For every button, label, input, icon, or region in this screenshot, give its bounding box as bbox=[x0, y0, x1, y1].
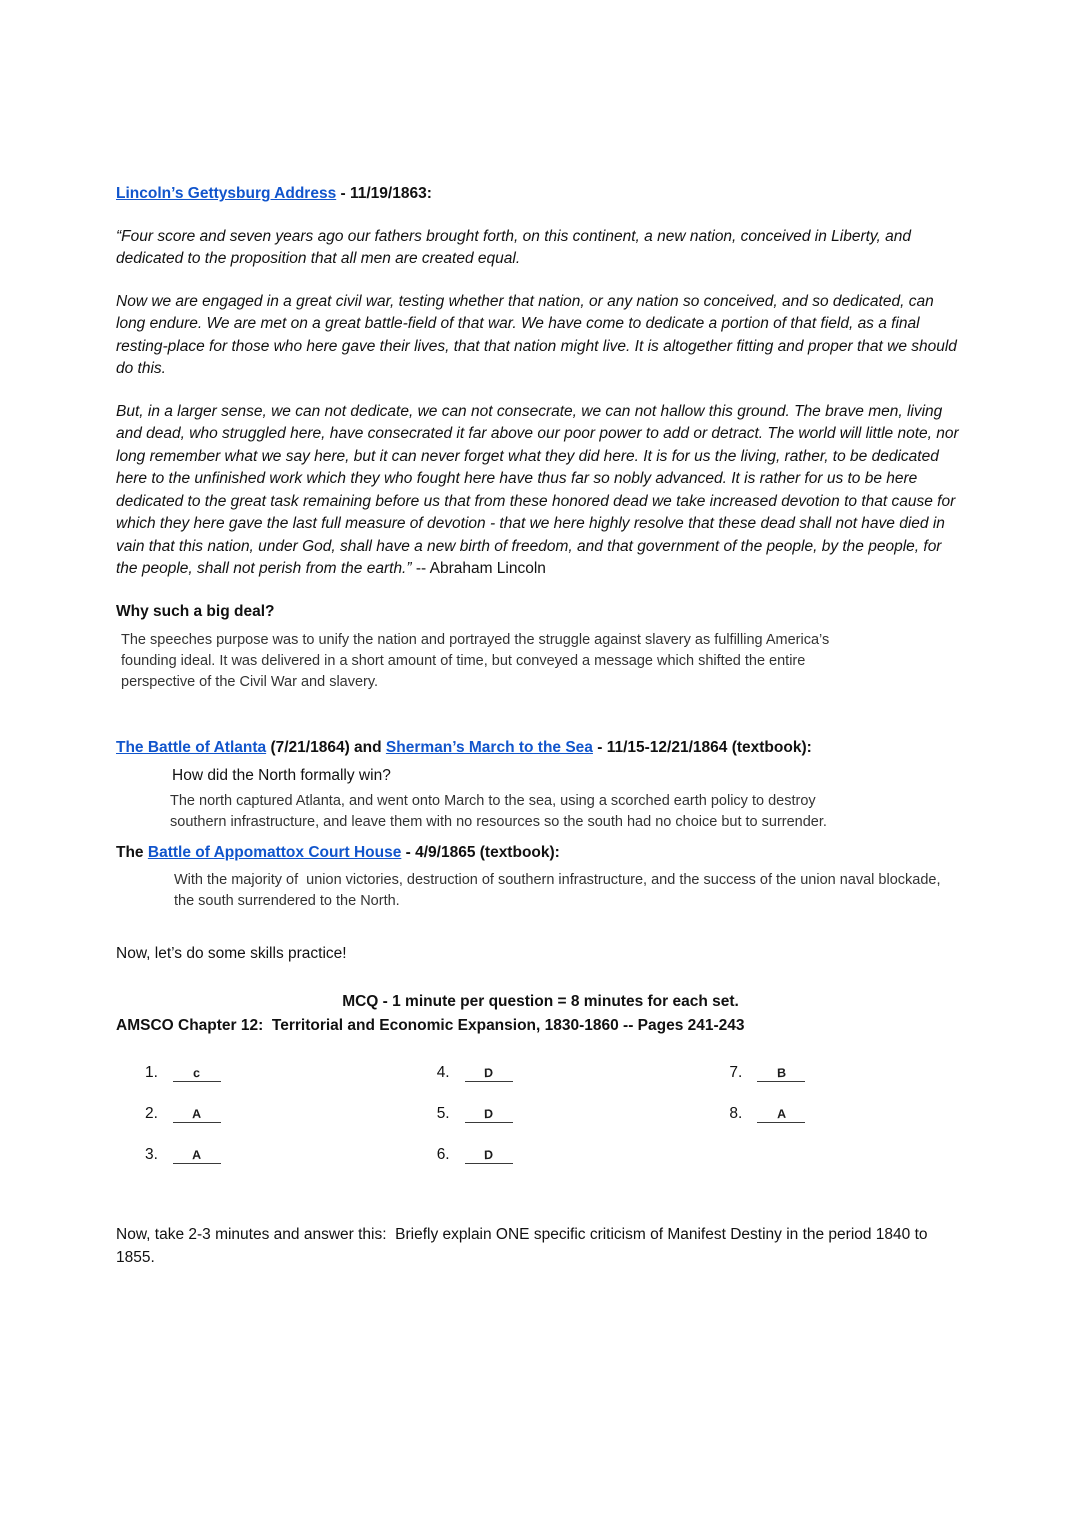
mcq-answer-6-blank[interactable] bbox=[465, 1146, 513, 1164]
gettysburg-paragraph-2: Now we are engaged in a great civil war, testing whether that nation, or any nation so conceived, and so dedicated, can long endure. We are met on a great battle-field of that war. We have come to dedicate a portion of that field, as a final resting-place for those who here gave their lives, that that nation might live. It is altogether fitting and proper that we should do this. bbox=[116, 292, 957, 377]
mcq-answer-1-letter: c bbox=[193, 1065, 201, 1081]
mcq-answer-4 bbox=[437, 1064, 730, 1082]
mcq-answer-3-letter: A bbox=[192, 1147, 202, 1163]
mcq-answer-7-number: 7. bbox=[729, 1064, 743, 1081]
appomattox-court-house-link[interactable]: Battle of Appomattox Court House bbox=[147, 844, 402, 861]
mcq-answer-2-number: 2. bbox=[145, 1105, 158, 1122]
mcq-answer-8-blank[interactable] bbox=[757, 1105, 805, 1123]
document-content bbox=[116, 183, 965, 1269]
big-deal-heading: Why such a big deal? bbox=[116, 602, 275, 620]
mcq-answer-5-blank[interactable] bbox=[465, 1105, 513, 1123]
mcq-answer-6 bbox=[437, 1146, 730, 1164]
mcq-answer-5-number: 5. bbox=[436, 1105, 450, 1122]
mcq-answer-3 bbox=[145, 1146, 437, 1164]
atlanta-question: How did the North formally win? bbox=[172, 766, 391, 784]
mcq-answer-7-letter: B bbox=[776, 1065, 787, 1081]
mcq-answer-8 bbox=[729, 1105, 965, 1123]
mcq-answer-4-number: 4. bbox=[436, 1064, 450, 1081]
mcq-answer-8-letter: A bbox=[776, 1106, 787, 1122]
lincoln-attribution: -- Abraham Lincoln bbox=[411, 560, 546, 577]
appomattox-heading-prefix: The bbox=[116, 844, 148, 861]
mcq-answer-8-number: 8. bbox=[729, 1105, 743, 1122]
appomattox-answer: With the majority of union victories, destruction of southern infrastructure, and the success of the union naval blockade, the south surrendered to the North. bbox=[174, 871, 945, 909]
mcq-answer-2-blank[interactable] bbox=[173, 1105, 221, 1123]
mcq-answer-6-number: 6. bbox=[436, 1146, 450, 1163]
mcq-answer-grid bbox=[116, 1064, 965, 1187]
gettysburg-address-link[interactable]: Lincoln’s Gettysburg Address bbox=[116, 185, 337, 202]
mcq-answer-1-blank[interactable] bbox=[173, 1064, 221, 1082]
mcq-answer-column-1 bbox=[145, 1064, 437, 1187]
mcq-answer-4-blank[interactable] bbox=[465, 1064, 513, 1082]
mcq-answer-2 bbox=[145, 1105, 437, 1123]
gettysburg-paragraph-1: “Four score and seven years ago our fathers brought forth, on this continent, a new nation, conceived in Liberty, and dedicated to the proposition that all men are created equal. bbox=[116, 227, 911, 267]
mcq-answer-1-number: 1. bbox=[145, 1064, 158, 1081]
frq-prompt: Now, take 2-3 minutes and answer this: Briefly explain ONE specific criticism of Manifest Destiny in the period 1840 to 1855. bbox=[116, 1226, 932, 1266]
gettysburg-heading-date: - 11/19/1863: bbox=[336, 185, 432, 202]
mcq-answer-1 bbox=[145, 1064, 437, 1082]
shermans-march-link[interactable]: Sherman’s March to the Sea bbox=[385, 739, 593, 756]
appomattox-heading bbox=[116, 842, 965, 865]
mcq-answer-7 bbox=[729, 1064, 965, 1082]
big-deal-answer: The speeches purpose was to unify the nation and portrayed the struggle against slavery as fulfilling America’s founding ideal. It was delivered in a short amount of time, but conveyed a message which shifted the entire perspective of the Civil War and slavery. bbox=[121, 632, 830, 690]
atlanta-heading-date: - 11/15-12/21/1864 (textbook): bbox=[592, 739, 812, 756]
gettysburg-paragraph-3-text: But, in a larger sense, we can not dedicate, we can not consecrate, we can not hallow this ground. The brave men, living and dead, who struggled here, have consecrated it far above our poor power to add or detract. The world will little note, nor long remember what we say here, but it can never forget what they did here. It is for us the living, rather, to be dedicated here to the unfinished work which they who fought here have thus far so nobly advanced. It is rather for us to be here dedicated to the great task remaining before us that from these honored dead we take increased devotion to that cause for which they here gave the last full measure of devotion - that we here highly resolve that these dead shall not have died in vain that this nation, under God, shall have a new birth of freedom, and that government of the people, by the people, for the people, shall not perish from the earth.” bbox=[116, 402, 959, 577]
appomattox-heading-date: - 4/9/1865 (textbook): bbox=[401, 844, 560, 861]
atlanta-heading bbox=[116, 737, 965, 760]
amsco-chapter-heading: AMSCO Chapter 12: Territorial and Economic Expansion, 1830-1860 -- Pages 241-243 bbox=[116, 1016, 745, 1034]
mcq-answer-6-letter: D bbox=[483, 1147, 494, 1163]
mcq-answer-7-blank[interactable] bbox=[757, 1064, 805, 1082]
gettysburg-paragraph-3 bbox=[116, 401, 965, 581]
mcq-answer-2-letter: A bbox=[192, 1106, 202, 1122]
mcq-answer-column-3 bbox=[729, 1064, 965, 1187]
mcq-answer-3-number: 3. bbox=[145, 1146, 158, 1163]
mcq-heading: MCQ - 1 minute per question = 8 minutes for each set. bbox=[342, 993, 739, 1010]
battle-of-atlanta-link[interactable]: The Battle of Atlanta bbox=[116, 739, 267, 756]
mcq-answer-5-letter: D bbox=[483, 1106, 494, 1122]
mcq-answer-3-blank[interactable] bbox=[173, 1146, 221, 1164]
skills-practice-intro: Now, let’s do some skills practice! bbox=[116, 944, 347, 962]
mcq-answer-5 bbox=[437, 1105, 730, 1123]
mcq-answer-4-letter: D bbox=[483, 1065, 494, 1081]
atlanta-answer: The north captured Atlanta, and went onto March to the sea, using a scorched earth policy to destroy southern infrastructure, and leave them with no resources so the south had no choice but to surrender. bbox=[170, 793, 827, 830]
mcq-answer-column-2 bbox=[437, 1064, 730, 1187]
gettysburg-heading bbox=[116, 183, 965, 206]
atlanta-heading-mid: (7/21/1864) and bbox=[266, 739, 386, 756]
